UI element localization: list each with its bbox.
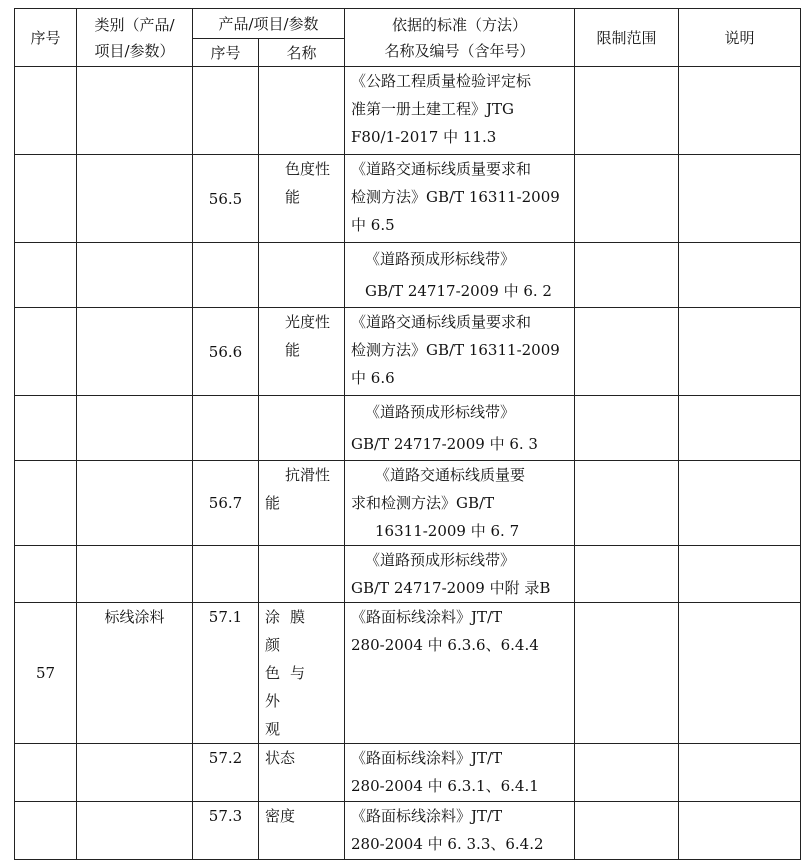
cell-standard: 《路面标线涂料》JT/T 280-2004 中 6. 3.3、6.4.2: [345, 802, 575, 860]
cell-item-name: 密度: [259, 802, 345, 860]
cell-limit: [575, 461, 679, 546]
cell-item-name: 光度性 能: [259, 308, 345, 396]
cell-item-seq: 56.6: [193, 308, 259, 396]
cell-standard: 《道路预成形标线带》 GB/T 24717-2009 中 6. 3: [345, 396, 575, 461]
cell-standard: 《道路预成形标线带》 GB/T 24717-2009 中附 录B: [345, 546, 575, 603]
cell-limit: [575, 155, 679, 243]
cell-note: [679, 603, 801, 744]
cell-standard: 《道路交通标线质量要求和 检测方法》GB/T 16311-2009 中 6.5: [345, 155, 575, 243]
header-seq: 序号: [15, 9, 77, 67]
cell-item-seq: [193, 396, 259, 461]
cell-seq: [15, 155, 77, 243]
cell-item-seq: [193, 67, 259, 155]
cell-note: [679, 802, 801, 860]
cell-seq: [15, 243, 77, 308]
header-item-group: 产品/项目/参数: [193, 9, 345, 39]
standards-table: [14, 8, 801, 860]
cell-category: [77, 744, 193, 802]
cell-note: [679, 396, 801, 461]
table-row: [15, 243, 801, 308]
cell-category: [77, 461, 193, 546]
cell-standard: 《路面标线涂料》JT/T 280-2004 中 6.3.6、6.4.4: [345, 603, 575, 744]
cell-note: [679, 243, 801, 308]
cell-item-seq: 56.5: [193, 155, 259, 243]
cell-category: [77, 155, 193, 243]
cell-limit: [575, 243, 679, 308]
cell-limit: [575, 546, 679, 603]
cell-standard: 《道路交通标线质量要求和 检测方法》GB/T 16311-2009 中 6.6: [345, 308, 575, 396]
cell-item-seq: 57.1: [193, 603, 259, 744]
cell-seq: [15, 744, 77, 802]
cell-item-seq: 57.3: [193, 802, 259, 860]
table-row: [15, 546, 801, 603]
cell-standard: 《道路交通标线质量要 求和检测方法》GB/T 16311-2009 中 6. 7: [345, 461, 575, 546]
cell-standard: 《公路工程质量检验评定标 准第一册土建工程》JTG F80/1-2017 中 11.3: [345, 67, 575, 155]
cell-category: [77, 546, 193, 603]
cell-seq: [15, 546, 77, 603]
cell-category: [77, 243, 193, 308]
cell-note: [679, 67, 801, 155]
cell-seq: [15, 396, 77, 461]
table-row: [15, 744, 801, 802]
cell-limit: [575, 67, 679, 155]
cell-item-name: [259, 243, 345, 308]
cell-limit: [575, 396, 679, 461]
cell-seq: [15, 308, 77, 396]
cell-note: [679, 308, 801, 396]
cell-note: [679, 546, 801, 603]
cell-item-seq: [193, 243, 259, 308]
table-row: [15, 802, 801, 860]
table-row: [15, 155, 801, 243]
cell-seq: [15, 461, 77, 546]
cell-item-name: 抗滑性 能: [259, 461, 345, 546]
cell-limit: [575, 308, 679, 396]
cell-limit: [575, 603, 679, 744]
table-row: [15, 396, 801, 461]
table-row: [15, 461, 801, 546]
table-row: [15, 308, 801, 396]
cell-category: 标线涂料: [77, 603, 193, 744]
cell-item-seq: [193, 546, 259, 603]
cell-item-name: 涂膜颜 色与外 观: [259, 603, 345, 744]
cell-item-name: [259, 546, 345, 603]
cell-item-name: 状态: [259, 744, 345, 802]
header-standard: 依据的标准（方法） 名称及编号（含年号）: [345, 9, 575, 67]
header-item-name: 名称: [259, 39, 345, 67]
cell-note: [679, 155, 801, 243]
cell-standard: 《道路预成形标线带》 GB/T 24717-2009 中 6. 2: [345, 243, 575, 308]
cell-item-name: 色度性 能: [259, 155, 345, 243]
cell-seq: [15, 802, 77, 860]
header-item-seq: 序号: [193, 39, 259, 67]
cell-note: [679, 744, 801, 802]
table-row: [15, 67, 801, 155]
header-limit: 限制范围: [575, 9, 679, 67]
cell-item-name: [259, 396, 345, 461]
cell-item-seq: 56.7: [193, 461, 259, 546]
cell-limit: [575, 744, 679, 802]
cell-seq: 57: [15, 603, 77, 744]
cell-category: [77, 308, 193, 396]
table-row: [15, 603, 801, 744]
header-note: 说明: [679, 9, 801, 67]
cell-note: [679, 461, 801, 546]
cell-item-name: [259, 67, 345, 155]
cell-category: [77, 396, 193, 461]
cell-seq: [15, 67, 77, 155]
cell-category: [77, 67, 193, 155]
cell-category: [77, 802, 193, 860]
cell-standard: 《路面标线涂料》JT/T 280-2004 中 6.3.1、6.4.1: [345, 744, 575, 802]
header-category: 类别（产品/ 项目/参数）: [77, 9, 193, 67]
cell-item-seq: 57.2: [193, 744, 259, 802]
cell-limit: [575, 802, 679, 860]
